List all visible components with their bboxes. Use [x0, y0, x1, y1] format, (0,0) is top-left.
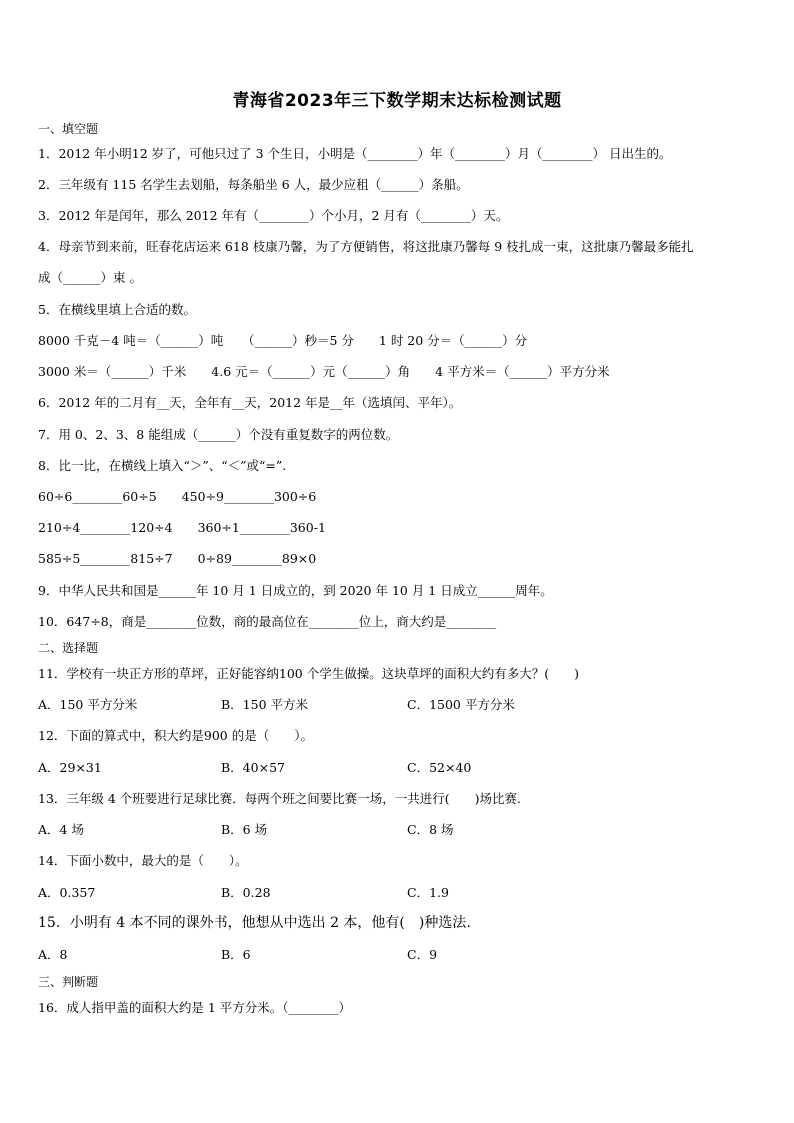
q15-option-c: C．9	[407, 947, 438, 962]
exam-title: 青海省2023年三下数学期末达标检测试题	[232, 91, 562, 111]
section-multiple-choice: 二、选择题	[38, 641, 99, 655]
q15-option-a: A．8	[38, 947, 68, 962]
question-11: 11．学校有一块正方形的草坪，正好能容纳100 个学生做操。这块草坪的面积大约有多大？( )	[38, 666, 579, 681]
q13-option-a: A．4 场	[38, 822, 84, 837]
question-9: 9．中华人民共和国是______年 10 月 1 日成立的，到 2020 年 10 月 1 日成立______周年。	[38, 583, 553, 598]
question-2: 2．三年级有 115 名学生去划船，每条船坐 6 人，最少应租（______）条船。	[38, 177, 469, 192]
question-5: 5．在横线里填上合适的数。	[38, 302, 196, 317]
q11-option-b: B．150 平方米	[221, 697, 309, 712]
q13-option-b: B．6 场	[221, 822, 268, 837]
q12-option-b: B．40×57	[221, 760, 285, 775]
q12-option-c: C．52×40	[407, 760, 472, 775]
question-16: 16．成人指甲盖的面积大约是 1 平方分米。（________）	[38, 1000, 352, 1015]
q11-option-a: A．150 平方分米	[38, 697, 138, 712]
q13-option-c: C．8 场	[407, 822, 454, 837]
section-fill-blank: 一、填空题	[38, 122, 99, 136]
question-10: 10．647÷8，商是________位数，商的最高位在________位上，商大约是________	[38, 614, 497, 629]
section-true-false: 三、判断题	[38, 975, 99, 989]
question-5-row1: 8000 千克－4 吨＝（______）吨 （______）秒＝5 分 1 时 20 分＝（______）分	[38, 333, 528, 348]
q14-option-c: C．1.9	[407, 885, 449, 900]
question-5-row2: 3000 米＝（______）千米 4.6 元＝（______）元（______）角 4 平方米＝（______）平方分米	[38, 364, 610, 379]
q15-option-b: B．6	[221, 947, 251, 962]
question-14: 14．下面小数中，最大的是（ ）。	[38, 853, 248, 868]
question-7: 7．用 0、2、3、8 能组成（______）个没有重复数字的两位数。	[38, 427, 399, 442]
question-3: 3．2012 年是闰年，那么 2012 年有（________）个小月，2 月有（________）天。	[38, 208, 509, 223]
question-12: 12．下面的算式中，积大约是900 的是（ ）。	[38, 728, 313, 743]
q11-option-c: C．1500 平方分米	[407, 697, 515, 712]
question-15: 15．小明有 4 本不同的课外书，他想从中选出 2 本，他有( )种选法.	[38, 915, 471, 931]
question-8-row1: 60÷6________60÷5 450÷9________300÷6	[38, 489, 317, 504]
q12-option-a: A．29×31	[38, 760, 102, 775]
question-8-row3: 585÷5________815÷7 0÷89________89×0	[38, 551, 317, 566]
q14-option-a: A．0.357	[38, 885, 96, 900]
question-6: 6．2012 年的二月有__天，全年有__天，2012 年是__年（选填闰、平年）。	[38, 395, 462, 410]
question-4-line2: 成（______）束 。	[38, 270, 142, 285]
q14-option-b: B．0.28	[221, 885, 271, 900]
question-1: 1．2012 年小明12 岁了，可他只过了 3 个生日，小明是（________）年（________）月（________） 日出生的。	[38, 146, 672, 161]
question-8: 8．比一比，在横线上填入“＞”、“＜”或“=”.	[38, 458, 287, 473]
question-8-row2: 210÷4________120÷4 360÷1________360-1	[38, 520, 326, 535]
question-4-line1: 4．母亲节到来前，旺春花店运来 618 枝康乃馨，为了方便销售，将这批康乃馨每 9 枝扎成一束，这批康乃馨最多能扎	[38, 239, 694, 254]
question-13: 13．三年级 4 个班要进行足球比赛．每两个班之间要比赛一场，一共进行( )场比赛.	[38, 791, 522, 806]
